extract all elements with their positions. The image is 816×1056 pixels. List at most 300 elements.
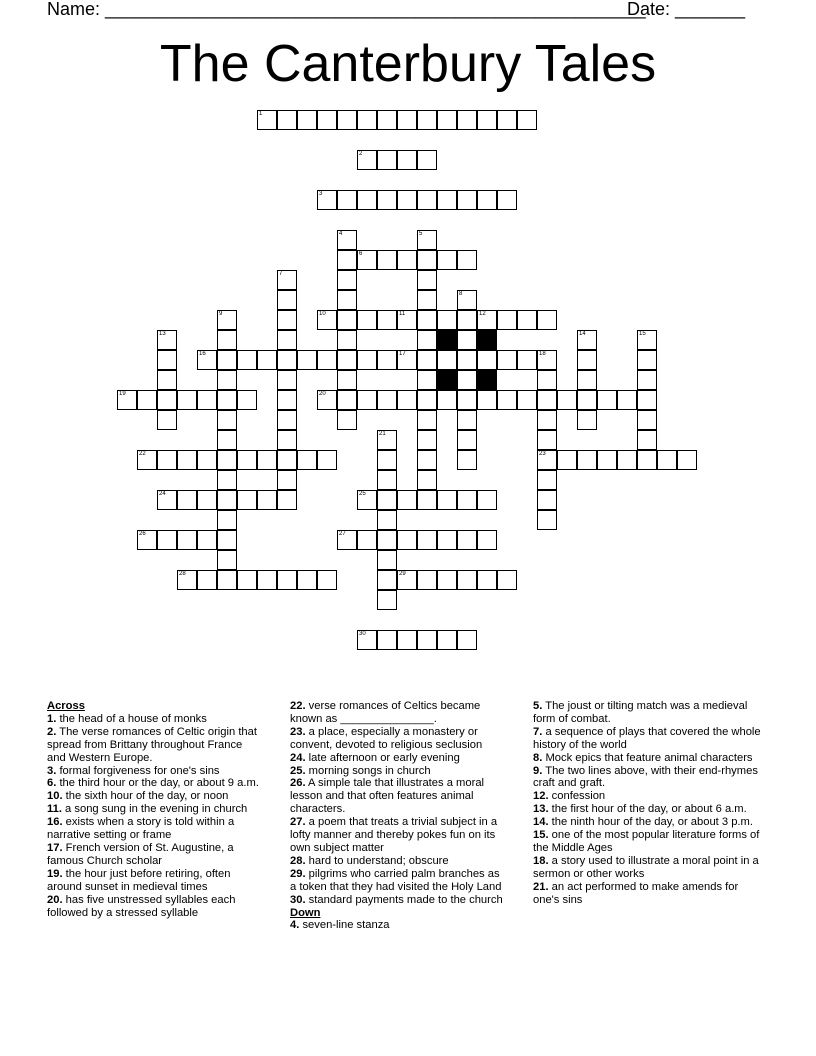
grid-cell[interactable] <box>497 570 517 590</box>
grid-cell[interactable] <box>457 390 477 410</box>
grid-cell[interactable] <box>277 430 297 450</box>
grid-cell[interactable] <box>517 390 537 410</box>
grid-cell[interactable] <box>257 490 277 510</box>
clue-number: 29. <box>290 867 306 880</box>
grid-cell[interactable] <box>377 350 397 370</box>
clue-text: formal forgiveness for one's sins <box>56 764 220 777</box>
clue-number: 27 <box>339 531 346 537</box>
clue-text: French version of St. Augustine, a famous Church scholar <box>47 841 234 867</box>
clue-number: 27. <box>290 816 306 829</box>
clue-number: 14 <box>579 331 586 337</box>
grid-cell[interactable] <box>477 110 497 130</box>
grid-cell[interactable] <box>537 390 557 410</box>
clue-number: 13. <box>533 803 549 816</box>
clue-number: 26 <box>139 531 146 537</box>
grid-cell[interactable] <box>417 370 437 390</box>
grid-cell[interactable] <box>297 110 317 130</box>
clues-column-2 <box>290 700 508 932</box>
grid-cell[interactable] <box>377 590 397 610</box>
clue-number: 24. <box>290 751 306 764</box>
grid-cell[interactable] <box>437 630 457 650</box>
grid-cell[interactable] <box>457 630 477 650</box>
date-field-label: Date: _______ <box>627 0 746 19</box>
grid-cell[interactable] <box>217 450 237 470</box>
grid-cell[interactable] <box>577 390 597 410</box>
grid-cell[interactable] <box>437 570 457 590</box>
grid-cell[interactable] <box>357 390 377 410</box>
clue-text: Mock epics that feature animal characters <box>542 751 753 764</box>
grid-cell[interactable] <box>157 450 177 470</box>
grid-cell[interactable] <box>537 510 557 530</box>
clue-text: The joust or tilting match was a medieval form of combat. <box>533 700 748 725</box>
clue-number: 18 <box>539 351 546 357</box>
grid-cell[interactable] <box>377 250 397 270</box>
across-clue <box>47 816 263 842</box>
grid-cell[interactable] <box>157 390 177 410</box>
grid-cell[interactable] <box>437 250 457 270</box>
across-clue <box>290 726 508 752</box>
clue-number: 11 <box>399 311 406 317</box>
across-clue <box>47 790 263 803</box>
across-clue <box>290 777 508 816</box>
grid-cell[interactable] <box>637 410 657 430</box>
clue-number: 14. <box>533 816 549 829</box>
grid-cell[interactable] <box>417 250 437 270</box>
clue-text: pilgrims who carried palm branches as a token that they had visited the Holy Land <box>290 867 502 893</box>
grid-cell[interactable] <box>517 350 537 370</box>
grid-cell[interactable] <box>417 150 437 170</box>
grid-cell[interactable] <box>197 530 217 550</box>
grid-cell[interactable] <box>217 370 237 390</box>
grid-cell[interactable] <box>397 150 417 170</box>
clues-column-3 <box>533 700 763 907</box>
grid-cell[interactable] <box>417 350 437 370</box>
grid-cell[interactable] <box>217 310 237 330</box>
grid-cell[interactable] <box>217 430 237 450</box>
grid-cell[interactable] <box>377 190 397 210</box>
grid-cell[interactable] <box>457 350 477 370</box>
grid-cell[interactable] <box>217 410 237 430</box>
across-clue <box>47 894 263 920</box>
clue-text: a place, especially a monastery or convent, devoted to religious seclusion <box>290 725 483 751</box>
grid-cell[interactable] <box>157 370 177 390</box>
grid-cell[interactable] <box>117 390 137 410</box>
grid-cell[interactable] <box>337 370 357 390</box>
down-clue <box>533 790 763 803</box>
grid-cell[interactable] <box>417 530 437 550</box>
grid-cell[interactable] <box>317 390 337 410</box>
grid-cell[interactable] <box>397 390 417 410</box>
grid-cell[interactable] <box>377 470 397 490</box>
grid-cell[interactable] <box>217 550 237 570</box>
grid-cell[interactable] <box>637 430 657 450</box>
clue-number: 19 <box>119 391 126 397</box>
grid-cell[interactable] <box>457 450 477 470</box>
clue-number: 30. <box>290 893 306 906</box>
grid-cell[interactable] <box>337 270 357 290</box>
grid-cell[interactable] <box>277 330 297 350</box>
grid-cell[interactable] <box>277 290 297 310</box>
clue-number: 20. <box>47 893 63 906</box>
grid-cell[interactable] <box>217 510 237 530</box>
grid-cell[interactable] <box>437 530 457 550</box>
clue-text: one of the most popular literature forms of the Middle Ages <box>533 829 760 854</box>
grid-cell[interactable] <box>357 530 377 550</box>
grid-cell[interactable] <box>397 190 417 210</box>
grid-cell[interactable] <box>377 630 397 650</box>
grid-cell[interactable] <box>417 490 437 510</box>
grid-cell[interactable] <box>217 350 237 370</box>
grid-cell[interactable] <box>277 410 297 430</box>
grid-cell[interactable] <box>497 310 517 330</box>
clue-text: a sequence of plays that covered the whole history of the world <box>533 725 761 751</box>
grid-cell[interactable] <box>277 470 297 490</box>
grid-cell[interactable] <box>337 390 357 410</box>
grid-cell[interactable] <box>417 230 437 250</box>
across-clue <box>47 803 263 816</box>
grid-cell[interactable] <box>177 530 197 550</box>
grid-cell[interactable] <box>397 250 417 270</box>
grid-cell[interactable] <box>377 450 397 470</box>
grid-cell[interactable] <box>357 310 377 330</box>
grid-cell[interactable] <box>337 250 357 270</box>
grid-cell[interactable] <box>277 370 297 390</box>
grid-cell[interactable] <box>577 330 597 350</box>
grid-cell[interactable] <box>157 410 177 430</box>
grid-cell[interactable] <box>417 190 437 210</box>
grid-cell[interactable] <box>277 490 297 510</box>
grid-cell[interactable] <box>477 490 497 510</box>
clue-number: 30 <box>359 631 366 637</box>
grid-cell[interactable] <box>457 490 477 510</box>
grid-cell[interactable] <box>457 530 477 550</box>
grid-cell[interactable] <box>597 390 617 410</box>
clue-number: 9 <box>219 311 223 317</box>
grid-cell[interactable] <box>157 490 177 510</box>
grid-cell[interactable] <box>477 390 497 410</box>
grid-cell[interactable] <box>157 330 177 350</box>
grid-cell[interactable] <box>437 310 457 330</box>
grid-cell[interactable] <box>137 530 157 550</box>
grid-cell[interactable] <box>637 370 657 390</box>
clue-number: 7. <box>533 725 543 738</box>
grid-cell[interactable] <box>577 350 597 370</box>
grid-cell[interactable] <box>537 470 557 490</box>
grid-cell[interactable] <box>177 390 197 410</box>
grid-cell[interactable] <box>537 410 557 430</box>
grid-cell[interactable] <box>497 350 517 370</box>
grid-cell[interactable] <box>157 530 177 550</box>
grid-cell[interactable] <box>457 570 477 590</box>
clue-number: 16 <box>199 351 206 357</box>
across-clue <box>290 855 508 868</box>
grid-cell[interactable] <box>497 390 517 410</box>
grid-cell[interactable] <box>517 310 537 330</box>
grid-cell[interactable] <box>477 310 497 330</box>
grid-cell[interactable] <box>357 630 377 650</box>
grid-cell[interactable] <box>277 110 297 130</box>
grid-cell[interactable] <box>457 290 477 310</box>
grid-cell[interactable] <box>397 530 417 550</box>
grid-cell[interactable] <box>177 490 197 510</box>
grid-cell[interactable] <box>537 450 557 470</box>
grid-cell[interactable] <box>337 410 357 430</box>
grid-cell[interactable] <box>337 230 357 250</box>
grid-cell[interactable] <box>277 310 297 330</box>
clue-number: 16. <box>47 816 63 829</box>
grid-cell[interactable] <box>337 110 357 130</box>
clue-number: 26. <box>290 777 306 790</box>
grid-cell[interactable] <box>237 570 257 590</box>
grid-cell[interactable] <box>417 410 437 430</box>
across-clue <box>47 777 263 790</box>
grid-cell[interactable] <box>457 430 477 450</box>
grid-cell[interactable] <box>217 490 237 510</box>
grid-cell[interactable] <box>577 450 597 470</box>
grid-cell[interactable] <box>457 370 477 390</box>
grid-cell[interactable] <box>217 470 237 490</box>
grid-cell[interactable] <box>337 530 357 550</box>
clue-number: 8. <box>533 751 543 764</box>
grid-cell[interactable] <box>537 430 557 450</box>
grid-cell[interactable] <box>357 350 377 370</box>
grid-cell[interactable] <box>237 450 257 470</box>
grid-cell[interactable] <box>657 450 677 470</box>
grid-cell[interactable] <box>357 190 377 210</box>
grid-cell[interactable] <box>457 330 477 350</box>
grid-cell[interactable] <box>177 450 197 470</box>
grid-cell[interactable] <box>377 150 397 170</box>
down-clue <box>290 919 508 932</box>
grid-cell[interactable] <box>677 450 697 470</box>
clue-text: an act performed to make amends for one's sins <box>533 880 739 906</box>
grid-cell[interactable] <box>417 570 437 590</box>
grid-cell[interactable] <box>417 270 437 290</box>
clue-number: 25 <box>359 491 366 497</box>
down-clue <box>533 752 763 765</box>
grid-cell[interactable] <box>517 110 537 130</box>
grid-cell[interactable] <box>197 570 217 590</box>
grid-cell[interactable] <box>217 530 237 550</box>
clue-text: the hour just before retiring, often around sunset in medieval times <box>47 867 231 893</box>
clue-text: confession <box>548 790 606 803</box>
grid-cell[interactable] <box>357 490 377 510</box>
clue-text: standard payments made to the church <box>305 893 503 906</box>
grid-cell[interactable] <box>457 310 477 330</box>
grid-cell[interactable] <box>277 390 297 410</box>
grid-cell[interactable] <box>337 330 357 350</box>
grid-cell[interactable] <box>417 630 437 650</box>
grid-cell[interactable] <box>277 350 297 370</box>
clue-text: a song sung in the evening in church <box>61 803 248 816</box>
grid-cell[interactable] <box>377 430 397 450</box>
grid-cell[interactable] <box>197 350 217 370</box>
grid-cell[interactable] <box>417 330 437 350</box>
across-clue <box>47 713 263 726</box>
grid-cell[interactable] <box>457 190 477 210</box>
grid-cell[interactable] <box>317 110 337 130</box>
grid-cell[interactable] <box>537 350 557 370</box>
grid-cell[interactable] <box>377 390 397 410</box>
grid-cell[interactable] <box>377 110 397 130</box>
clue-number: 4 <box>339 231 343 237</box>
clue-text: hard to understand; obscure <box>305 854 449 867</box>
clue-number: 13 <box>159 331 166 337</box>
grid-cell[interactable] <box>497 190 517 210</box>
grid-cell[interactable] <box>397 110 417 130</box>
grid-cell[interactable] <box>357 250 377 270</box>
grid-cell[interactable] <box>417 450 437 470</box>
grid-cell[interactable] <box>597 450 617 470</box>
clue-text: The verse romances of Celtic origin that spread from Brittany throughout France and Western Europe. <box>47 725 257 764</box>
down-clue <box>533 855 763 881</box>
grid-cell[interactable] <box>217 570 237 590</box>
grid-cell[interactable] <box>337 310 357 330</box>
grid-cell[interactable] <box>217 390 237 410</box>
grid-cell[interactable] <box>317 310 337 330</box>
grid-cell[interactable] <box>577 370 597 390</box>
across-clue <box>47 868 263 894</box>
grid-cell[interactable] <box>557 390 577 410</box>
grid-cell[interactable] <box>437 110 457 130</box>
grid-cell[interactable] <box>477 190 497 210</box>
black-cell <box>437 330 457 350</box>
grid-cell[interactable] <box>377 570 397 590</box>
grid-cell[interactable] <box>417 110 437 130</box>
grid-cell[interactable] <box>297 450 317 470</box>
grid-cell[interactable] <box>257 350 277 370</box>
grid-cell[interactable] <box>337 190 357 210</box>
grid-cell[interactable] <box>617 390 637 410</box>
down-clue <box>533 726 763 752</box>
grid-cell[interactable] <box>137 390 157 410</box>
clue-section-heading: Down <box>290 906 321 919</box>
clue-number: 3 <box>319 191 323 197</box>
grid-cell[interactable] <box>337 290 357 310</box>
grid-cell[interactable] <box>637 350 657 370</box>
clue-number: 29 <box>399 571 406 577</box>
black-cell <box>477 370 497 390</box>
grid-cell[interactable] <box>437 390 457 410</box>
clue-text: a poem that treats a trivial subject in a lofty manner and thereby pokes fun on its own subject matter <box>290 816 498 854</box>
grid-cell[interactable] <box>297 350 317 370</box>
grid-cell[interactable] <box>297 570 317 590</box>
grid-cell[interactable] <box>417 430 437 450</box>
grid-cell[interactable] <box>437 350 457 370</box>
clue-number: 23 <box>539 451 546 457</box>
grid-cell[interactable] <box>637 450 657 470</box>
grid-cell[interactable] <box>257 110 277 130</box>
clue-number: 21 <box>379 431 386 437</box>
black-cell <box>477 330 497 350</box>
grid-cell[interactable] <box>337 350 357 370</box>
grid-cell[interactable] <box>197 450 217 470</box>
grid-cell[interactable] <box>157 350 177 370</box>
grid-cell[interactable] <box>357 110 377 130</box>
grid-cell[interactable] <box>197 490 217 510</box>
grid-cell[interactable] <box>197 390 217 410</box>
grid-cell[interactable] <box>317 190 337 210</box>
grid-cell[interactable] <box>477 530 497 550</box>
grid-cell[interactable] <box>437 490 457 510</box>
grid-cell[interactable] <box>577 410 597 430</box>
grid-cell[interactable] <box>177 570 197 590</box>
clue-number: 15. <box>533 829 549 842</box>
grid-cell[interactable] <box>217 330 237 350</box>
grid-cell[interactable] <box>377 510 397 530</box>
clue-number: 28. <box>290 854 306 867</box>
grid-cell[interactable] <box>377 490 397 510</box>
grid-cell[interactable] <box>277 270 297 290</box>
grid-cell[interactable] <box>637 330 657 350</box>
grid-cell[interactable] <box>417 310 437 330</box>
grid-cell[interactable] <box>637 390 657 410</box>
grid-cell[interactable] <box>537 310 557 330</box>
grid-cell[interactable] <box>537 370 557 390</box>
clue-number: 10 <box>319 311 326 317</box>
clue-number: 17. <box>47 841 63 854</box>
grid-cell[interactable] <box>277 570 297 590</box>
grid-cell[interactable] <box>557 450 577 470</box>
grid-cell[interactable] <box>237 390 257 410</box>
grid-cell[interactable] <box>237 350 257 370</box>
grid-cell[interactable] <box>257 450 277 470</box>
down-clue <box>533 765 763 791</box>
clue-text: The two lines above, with their end-rhymes craft and graft. <box>533 764 758 790</box>
grid-cell[interactable] <box>137 450 157 470</box>
clue-number: 21. <box>533 880 549 893</box>
grid-cell[interactable] <box>417 290 437 310</box>
grid-cell[interactable] <box>417 470 437 490</box>
clue-number: 20 <box>319 391 326 397</box>
across-clue <box>290 765 508 778</box>
grid-cell[interactable] <box>617 450 637 470</box>
clue-number: 22. <box>290 700 306 712</box>
grid-cell[interactable] <box>477 350 497 370</box>
grid-cell[interactable] <box>457 410 477 430</box>
clue-text: the first hour of the day, or about 6 a.m. <box>548 803 747 816</box>
grid-cell[interactable] <box>437 190 457 210</box>
grid-cell[interactable] <box>317 570 337 590</box>
grid-cell[interactable] <box>417 390 437 410</box>
clue-number: 10. <box>47 790 63 803</box>
grid-cell[interactable] <box>397 570 417 590</box>
clue-number: 18. <box>533 854 549 867</box>
grid-cell[interactable] <box>257 570 277 590</box>
grid-cell[interactable] <box>397 310 417 330</box>
grid-cell[interactable] <box>277 450 297 470</box>
grid-cell[interactable] <box>317 350 337 370</box>
down-clue <box>533 829 763 855</box>
clue-number: 19. <box>47 867 63 880</box>
grid-cell[interactable] <box>317 450 337 470</box>
clue-number: 7 <box>279 271 283 277</box>
grid-cell[interactable] <box>237 490 257 510</box>
grid-cell[interactable] <box>377 530 397 550</box>
grid-cell[interactable] <box>457 110 477 130</box>
grid-cell[interactable] <box>357 150 377 170</box>
grid-cell[interactable] <box>397 630 417 650</box>
grid-cell[interactable] <box>377 550 397 570</box>
grid-cell[interactable] <box>377 310 397 330</box>
grid-cell[interactable] <box>497 110 517 130</box>
grid-cell[interactable] <box>537 490 557 510</box>
grid-cell[interactable] <box>477 570 497 590</box>
grid-cell[interactable] <box>397 490 417 510</box>
grid-cell[interactable] <box>457 250 477 270</box>
grid-cell[interactable] <box>397 350 417 370</box>
clue-text: the sixth hour of the day, or noon <box>62 790 229 803</box>
